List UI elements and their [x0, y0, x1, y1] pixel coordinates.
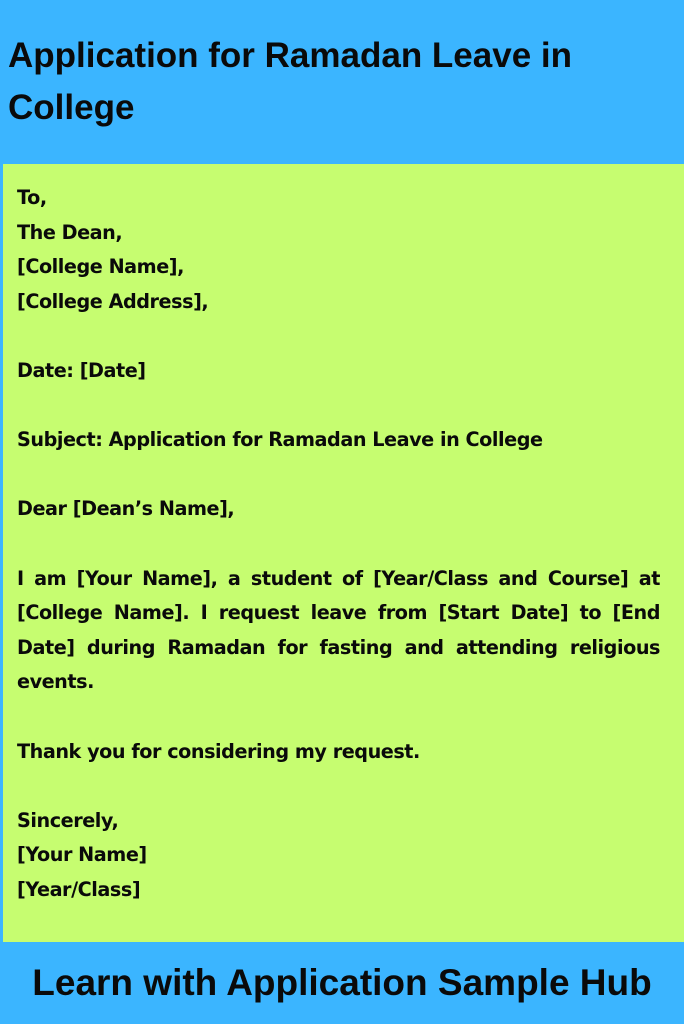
signature-class: [Year/Class] [17, 877, 141, 901]
date-line: Date: [Date] [17, 358, 146, 382]
spacer [17, 769, 660, 804]
letter-panel [3, 164, 684, 942]
greeting: Dear [Dean’s Name], [17, 497, 235, 521]
spacer [17, 700, 660, 735]
signature-name: [Your Name] [17, 843, 147, 867]
spacer [17, 527, 660, 562]
salutation-to: To, [17, 186, 47, 209]
college-name: [College Name], [17, 255, 184, 279]
spacer [17, 389, 660, 424]
subject-line: Subject: Application for Ramadan Leave in College [17, 428, 543, 452]
recipient: The Dean, [17, 220, 123, 244]
college-address: [College Address], [17, 289, 209, 313]
page-title: Application for Ramadan Leave in College [8, 36, 572, 127]
thanks-line: Thank you for considering my request. [17, 739, 420, 763]
footer-text: Learn with Application Sample Hub [32, 962, 652, 1003]
title-banner [3, 0, 684, 164]
letter-body [17, 181, 660, 907]
spacer [17, 319, 660, 354]
body-paragraph: I am [Your Name], a student of [Year/Class and Course] at [College Name]. I request leave from [Start Date] to [End Date] during Ramadan for fasting and attending religious events. [17, 566, 660, 694]
closing: Sincerely, [17, 808, 119, 832]
spacer [17, 458, 660, 493]
footer-banner [0, 942, 684, 1024]
